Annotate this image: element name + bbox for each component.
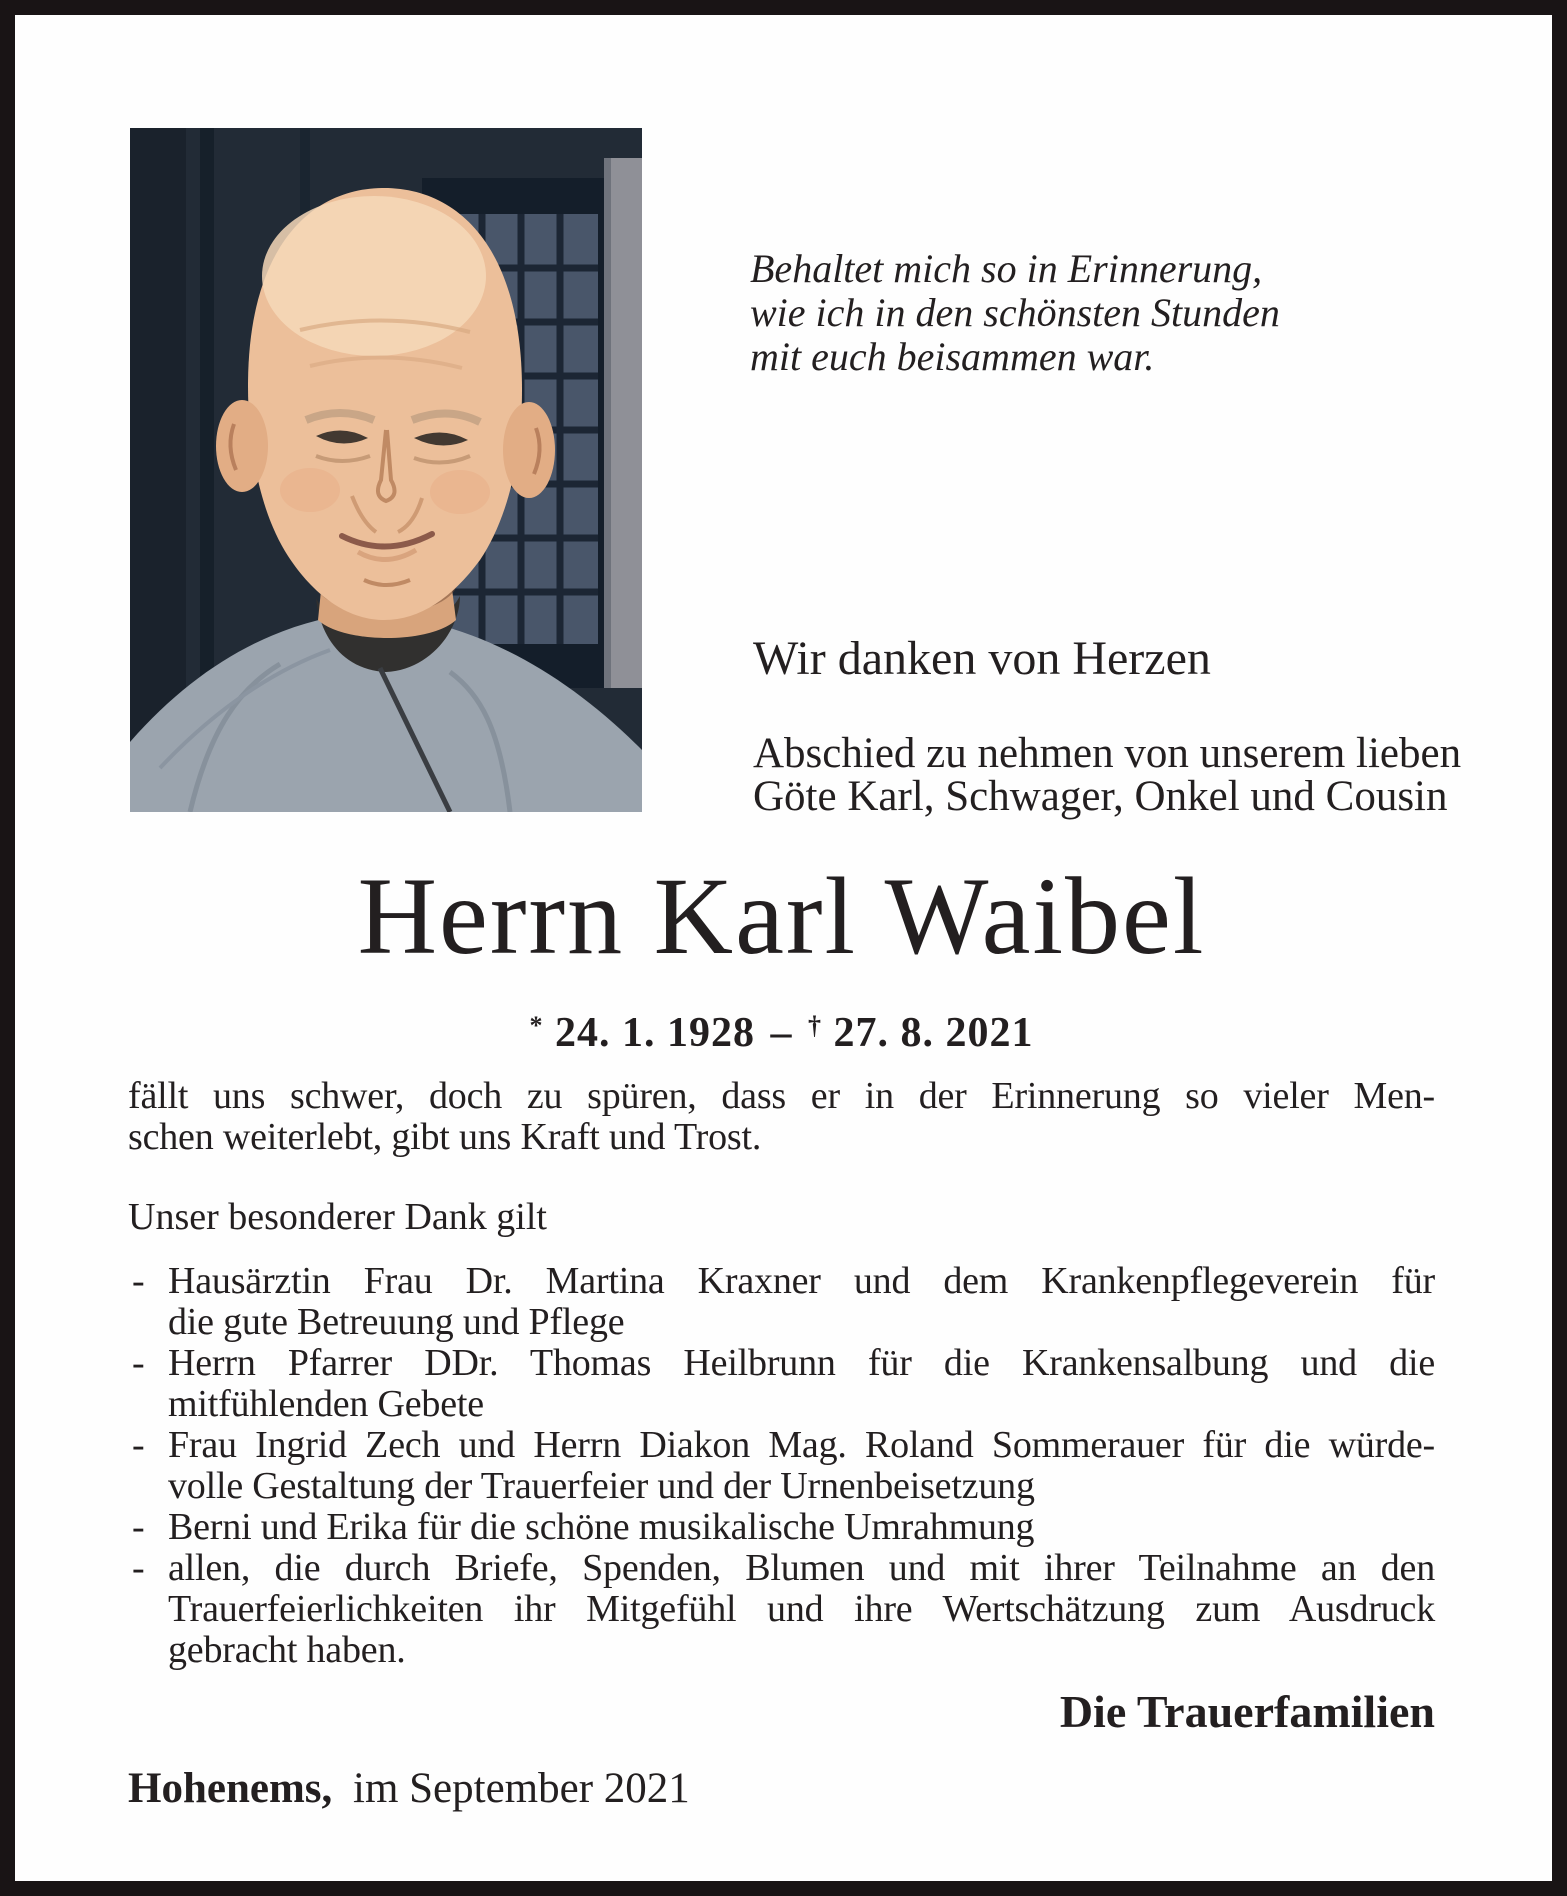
- memorial-quote: [750, 247, 1280, 379]
- bullet-marker: -: [132, 1342, 145, 1384]
- farewell-intro: [753, 732, 1461, 818]
- deceased-name: Herrn Karl Waibel: [357, 855, 1206, 977]
- dates-separator: –: [770, 1010, 793, 1056]
- thanks-line: Trauerfeierlichkeiten ihr Mitgefühl und ihre Wertschätzung zum Ausdruck: [168, 1588, 1435, 1630]
- date: im September 2021: [353, 1765, 690, 1812]
- thanks-line: Hausärztin Frau Dr. Martina Kraxner und dem Krankenpflegeverein für: [168, 1260, 1435, 1302]
- portrait-photo-drawing: [130, 128, 642, 812]
- thanks-item: [128, 1343, 1435, 1425]
- thanks-line: Frau Ingrid Zech und Herrn Diakon Mag. Roland Sommerauer für die würde-: [168, 1424, 1435, 1466]
- thanks-item: [128, 1425, 1435, 1507]
- thanks-item: [128, 1548, 1435, 1671]
- thanks-line: gebracht haben.: [168, 1629, 406, 1671]
- portrait-photo: [130, 128, 642, 812]
- place-date-line: [128, 1767, 690, 1810]
- thanks-heading: Wir danken von Herzen: [753, 632, 1211, 685]
- thanks-item: [128, 1261, 1435, 1343]
- birth-symbol: *: [529, 1011, 544, 1040]
- bullet-marker: -: [132, 1506, 145, 1548]
- life-dates: [128, 1005, 1435, 1054]
- quote-line: Behaltet mich so in Erinnerung,: [750, 246, 1263, 291]
- signature: Die Trauerfamilien: [1059, 1686, 1435, 1737]
- bullet-marker: -: [132, 1260, 145, 1302]
- thanks-line: Herrn Pfarrer DDr. Thomas Heilbrunn für die Krankensalbung und die: [168, 1342, 1435, 1384]
- thanks-line: die gute Betreuung und Pflege: [168, 1301, 625, 1343]
- intro-line: Göte Karl, Schwager, Onkel und Cousin: [753, 773, 1448, 820]
- thanks-item: [128, 1507, 1435, 1548]
- death-date: 27. 8. 2021: [833, 1010, 1034, 1056]
- death-symbol: †: [808, 1011, 822, 1040]
- place: Hohenems,: [128, 1765, 333, 1812]
- thanks-line: Berni und Erika für die schöne musikalische Umrahmung: [168, 1506, 1035, 1548]
- thanks-line: allen, die durch Briefe, Spenden, Blumen und mit ihrer Teilnahme an den: [168, 1547, 1435, 1589]
- body-line: fällt uns schwer, doch zu spüren, dass er in der Erinnerung so vieler Men-: [128, 1075, 1435, 1117]
- bullet-marker: -: [132, 1547, 145, 1589]
- quote-line: wie ich in den schönsten Stunden: [750, 290, 1280, 335]
- quote-line: mit euch beisammen war.: [750, 334, 1155, 379]
- special-thanks-heading: Unser besonderer Dank gilt: [128, 1196, 547, 1238]
- thanks-line: mitfühlenden Gebete: [168, 1383, 484, 1425]
- intro-line: Abschied zu nehmen von unserem lieben: [753, 730, 1462, 777]
- thanks-line: volle Gestaltung der Trauerfeier und der Urnenbeisetzung: [168, 1465, 1035, 1507]
- birth-date: 24. 1. 1928: [555, 1010, 755, 1056]
- condolence-paragraph: [128, 1076, 1435, 1158]
- thanks-list: [128, 1261, 1435, 1671]
- bullet-marker: -: [132, 1424, 145, 1466]
- body-line: schen weiterlebt, gibt uns Kraft und Trost.: [128, 1116, 762, 1158]
